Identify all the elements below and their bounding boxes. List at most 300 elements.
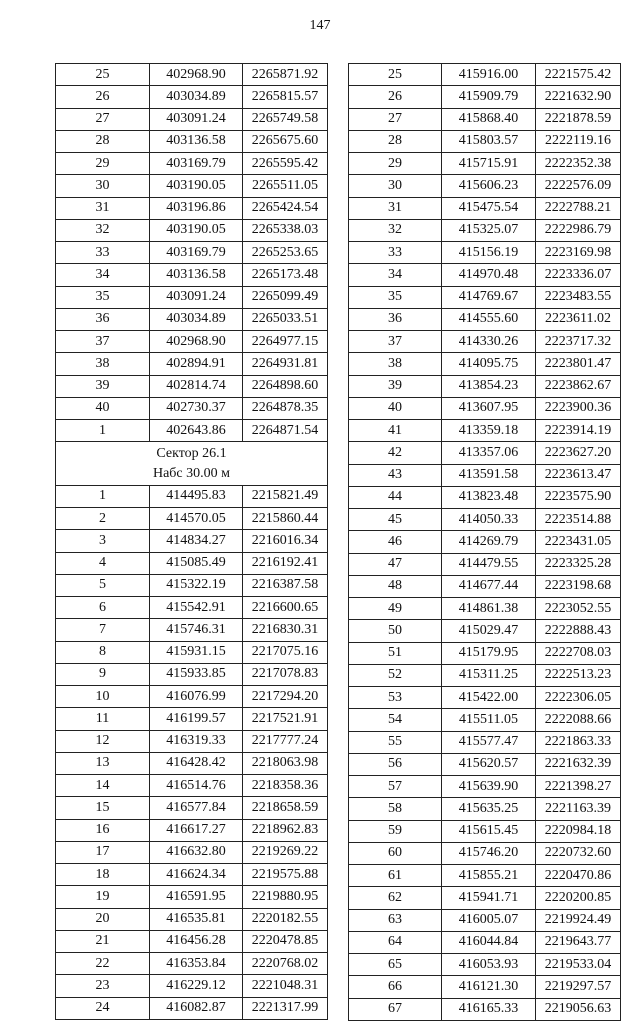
- y-coordinate-cell: 2223900.36: [536, 397, 621, 419]
- x-coordinate-cell: 414769.67: [442, 286, 536, 308]
- table-row: [349, 219, 621, 241]
- point-number-cell: 41: [349, 420, 442, 442]
- table-row: [56, 530, 328, 552]
- point-number-cell: 36: [349, 308, 442, 330]
- section-header-row: [56, 442, 328, 486]
- table-row: [56, 841, 328, 863]
- y-coordinate-cell: 2265338.03: [243, 219, 328, 241]
- point-number-cell: 19: [56, 886, 150, 908]
- y-coordinate-cell: 2223862.67: [536, 375, 621, 397]
- table-row: [56, 975, 328, 997]
- point-number-cell: 15: [56, 797, 150, 819]
- point-number-cell: 32: [349, 219, 442, 241]
- x-coordinate-cell: 415746.20: [442, 842, 536, 864]
- table-row: [56, 686, 328, 708]
- table-row: [56, 552, 328, 574]
- x-coordinate-cell: 414330.26: [442, 331, 536, 353]
- point-number-cell: 31: [349, 197, 442, 219]
- point-number-cell: 63: [349, 909, 442, 931]
- point-number-cell: 57: [349, 776, 442, 798]
- x-coordinate-cell: 416428.42: [150, 752, 243, 774]
- y-coordinate-cell: 2219269.22: [243, 841, 328, 863]
- x-coordinate-cell: 416353.84: [150, 953, 243, 975]
- y-coordinate-cell: 2217294.20: [243, 686, 328, 708]
- point-number-cell: 12: [56, 730, 150, 752]
- table-row: [56, 264, 328, 286]
- point-number-cell: 11: [56, 708, 150, 730]
- x-coordinate-cell: 414970.48: [442, 264, 536, 286]
- y-coordinate-cell: 2218063.98: [243, 752, 328, 774]
- y-coordinate-cell: 2221575.42: [536, 64, 621, 86]
- y-coordinate-cell: 2223575.90: [536, 486, 621, 508]
- point-number-cell: 40: [56, 397, 150, 419]
- x-coordinate-cell: 415933.85: [150, 663, 243, 685]
- y-coordinate-cell: 2265033.51: [243, 308, 328, 330]
- point-number-cell: 5: [56, 574, 150, 596]
- point-number-cell: 49: [349, 598, 442, 620]
- point-number-cell: 26: [56, 86, 150, 108]
- x-coordinate-cell: 403136.58: [150, 130, 243, 152]
- y-coordinate-cell: 2219880.95: [243, 886, 328, 908]
- y-coordinate-cell: 2216016.34: [243, 530, 328, 552]
- x-coordinate-cell: 416632.80: [150, 841, 243, 863]
- x-coordinate-cell: 415422.00: [442, 687, 536, 709]
- point-number-cell: 37: [56, 331, 150, 353]
- y-coordinate-cell: 2220478.85: [243, 930, 328, 952]
- point-number-cell: 59: [349, 820, 442, 842]
- y-coordinate-cell: 2264977.15: [243, 331, 328, 353]
- y-coordinate-cell: 2219924.49: [536, 909, 621, 931]
- x-coordinate-cell: 403136.58: [150, 264, 243, 286]
- table-row: [56, 730, 328, 752]
- table-row: [349, 486, 621, 508]
- x-coordinate-cell: 416005.07: [442, 909, 536, 931]
- x-coordinate-cell: 414555.60: [442, 308, 536, 330]
- table-row: [56, 641, 328, 663]
- point-number-cell: 39: [56, 375, 150, 397]
- x-coordinate-cell: 403190.05: [150, 219, 243, 241]
- point-number-cell: 39: [349, 375, 442, 397]
- table-row: [56, 153, 328, 175]
- x-coordinate-cell: 415029.47: [442, 620, 536, 642]
- table-row: [56, 930, 328, 952]
- point-number-cell: 28: [349, 130, 442, 152]
- point-number-cell: 38: [349, 353, 442, 375]
- x-coordinate-cell: 403034.89: [150, 86, 243, 108]
- x-coordinate-cell: 416082.87: [150, 997, 243, 1019]
- y-coordinate-cell: 2264931.81: [243, 353, 328, 375]
- x-coordinate-cell: 415909.79: [442, 86, 536, 108]
- point-number-cell: 46: [349, 531, 442, 553]
- point-number-cell: 52: [349, 664, 442, 686]
- table-row: [349, 820, 621, 842]
- table-row: [349, 865, 621, 887]
- table-row: [56, 708, 328, 730]
- x-coordinate-cell: 416514.76: [150, 775, 243, 797]
- x-coordinate-cell: 415639.90: [442, 776, 536, 798]
- table-row: [56, 420, 328, 442]
- y-coordinate-cell: 2219056.63: [536, 998, 621, 1020]
- x-coordinate-cell: 415635.25: [442, 798, 536, 820]
- x-coordinate-cell: 415855.21: [442, 865, 536, 887]
- y-coordinate-cell: 2265099.49: [243, 286, 328, 308]
- x-coordinate-cell: 402730.37: [150, 397, 243, 419]
- point-number-cell: 45: [349, 509, 442, 531]
- x-coordinate-cell: 416624.34: [150, 864, 243, 886]
- y-coordinate-cell: 2220768.02: [243, 953, 328, 975]
- y-coordinate-cell: 2223431.05: [536, 531, 621, 553]
- y-coordinate-cell: 2222888.43: [536, 620, 621, 642]
- point-number-cell: 65: [349, 954, 442, 976]
- table-row: [349, 709, 621, 731]
- table-row: [349, 108, 621, 130]
- table-row: [349, 130, 621, 152]
- x-coordinate-cell: 402968.90: [150, 64, 243, 86]
- y-coordinate-cell: 2219643.77: [536, 931, 621, 953]
- section-title: Сектор 26.1: [156, 445, 227, 461]
- table-row: [349, 575, 621, 597]
- x-coordinate-cell: 415868.40: [442, 108, 536, 130]
- table-row: [349, 664, 621, 686]
- y-coordinate-cell: 2265871.92: [243, 64, 328, 86]
- table-row: [349, 442, 621, 464]
- table-row: [56, 375, 328, 397]
- y-coordinate-cell: 2221048.31: [243, 975, 328, 997]
- x-coordinate-cell: 415931.15: [150, 641, 243, 663]
- x-coordinate-cell: 416199.57: [150, 708, 243, 730]
- x-coordinate-cell: 403196.86: [150, 197, 243, 219]
- coordinates-table-right: [348, 63, 621, 1021]
- point-number-cell: 27: [56, 108, 150, 130]
- point-number-cell: 23: [56, 975, 150, 997]
- point-number-cell: 29: [56, 153, 150, 175]
- x-coordinate-cell: 416591.95: [150, 886, 243, 908]
- point-number-cell: 37: [349, 331, 442, 353]
- y-coordinate-cell: 2222513.23: [536, 664, 621, 686]
- x-coordinate-cell: 414050.33: [442, 509, 536, 531]
- y-coordinate-cell: 2218962.83: [243, 819, 328, 841]
- x-coordinate-cell: 413823.48: [442, 486, 536, 508]
- point-number-cell: 26: [349, 86, 442, 108]
- table-row: [349, 842, 621, 864]
- x-coordinate-cell: 416076.99: [150, 686, 243, 708]
- y-coordinate-cell: 2220984.18: [536, 820, 621, 842]
- table-row: [56, 286, 328, 308]
- point-number-cell: 33: [56, 242, 150, 264]
- y-coordinate-cell: 2222576.09: [536, 175, 621, 197]
- y-coordinate-cell: 2223325.28: [536, 553, 621, 575]
- point-number-cell: 35: [56, 286, 150, 308]
- y-coordinate-cell: 2219297.57: [536, 976, 621, 998]
- page-number: 147: [309, 18, 331, 33]
- x-coordinate-cell: 414269.79: [442, 531, 536, 553]
- point-number-cell: 7: [56, 619, 150, 641]
- table-row: [349, 175, 621, 197]
- table-row: [56, 574, 328, 596]
- x-coordinate-cell: 415542.91: [150, 597, 243, 619]
- point-number-cell: 4: [56, 552, 150, 574]
- y-coordinate-cell: 2216830.31: [243, 619, 328, 641]
- point-number-cell: 28: [56, 130, 150, 152]
- point-number-cell: 30: [349, 175, 442, 197]
- y-coordinate-cell: 2215821.49: [243, 485, 328, 507]
- x-coordinate-cell: 414479.55: [442, 553, 536, 575]
- point-number-cell: 25: [349, 64, 442, 86]
- table-row: [349, 264, 621, 286]
- table-row: [349, 776, 621, 798]
- y-coordinate-cell: 2221163.39: [536, 798, 621, 820]
- section-subtitle: Набс 30.00 м: [152, 465, 231, 481]
- table-row: [56, 130, 328, 152]
- y-coordinate-cell: 2223627.20: [536, 442, 621, 464]
- y-coordinate-cell: 2223483.55: [536, 286, 621, 308]
- y-coordinate-cell: 2217521.91: [243, 708, 328, 730]
- y-coordinate-cell: 2223336.07: [536, 264, 621, 286]
- y-coordinate-cell: 2215860.44: [243, 508, 328, 530]
- point-number-cell: 9: [56, 663, 150, 685]
- x-coordinate-cell: 414495.83: [150, 485, 243, 507]
- point-number-cell: 61: [349, 865, 442, 887]
- point-number-cell: 1: [56, 485, 150, 507]
- y-coordinate-cell: 2217078.83: [243, 663, 328, 685]
- y-coordinate-cell: 2222306.05: [536, 687, 621, 709]
- y-coordinate-cell: 2221632.39: [536, 753, 621, 775]
- y-coordinate-cell: 2222708.03: [536, 642, 621, 664]
- table-row: [349, 153, 621, 175]
- x-coordinate-cell: 415179.95: [442, 642, 536, 664]
- x-coordinate-cell: 402643.86: [150, 420, 243, 442]
- point-number-cell: 44: [349, 486, 442, 508]
- point-number-cell: 54: [349, 709, 442, 731]
- x-coordinate-cell: 403034.89: [150, 308, 243, 330]
- table-row: [349, 308, 621, 330]
- x-coordinate-cell: 403091.24: [150, 108, 243, 130]
- table-row: [56, 797, 328, 819]
- x-coordinate-cell: 416456.28: [150, 930, 243, 952]
- x-coordinate-cell: 414677.44: [442, 575, 536, 597]
- y-coordinate-cell: 2222119.16: [536, 130, 621, 152]
- x-coordinate-cell: 415746.31: [150, 619, 243, 641]
- point-number-cell: 64: [349, 931, 442, 953]
- table-row: [56, 953, 328, 975]
- table-row: [349, 553, 621, 575]
- y-coordinate-cell: 2222788.21: [536, 197, 621, 219]
- point-number-cell: 10: [56, 686, 150, 708]
- x-coordinate-cell: 415620.57: [442, 753, 536, 775]
- x-coordinate-cell: 415803.57: [442, 130, 536, 152]
- table-row: [56, 308, 328, 330]
- y-coordinate-cell: 2265253.65: [243, 242, 328, 264]
- y-coordinate-cell: 2265511.05: [243, 175, 328, 197]
- table-row: [349, 798, 621, 820]
- y-coordinate-cell: 2265424.54: [243, 197, 328, 219]
- x-coordinate-cell: 402814.74: [150, 375, 243, 397]
- table-row: [349, 420, 621, 442]
- table-row: [349, 375, 621, 397]
- x-coordinate-cell: 415311.25: [442, 664, 536, 686]
- x-coordinate-cell: 415322.19: [150, 574, 243, 596]
- x-coordinate-cell: 413854.23: [442, 375, 536, 397]
- y-coordinate-cell: 2221317.99: [243, 997, 328, 1019]
- y-coordinate-cell: 2222088.66: [536, 709, 621, 731]
- x-coordinate-cell: 413357.06: [442, 442, 536, 464]
- table-row: [56, 353, 328, 375]
- x-coordinate-cell: 414095.75: [442, 353, 536, 375]
- y-coordinate-cell: 2221398.27: [536, 776, 621, 798]
- table-row: [349, 753, 621, 775]
- point-number-cell: 30: [56, 175, 150, 197]
- x-coordinate-cell: 415615.45: [442, 820, 536, 842]
- table-row: [56, 397, 328, 419]
- point-number-cell: 21: [56, 930, 150, 952]
- point-number-cell: 34: [56, 264, 150, 286]
- table-row: [349, 887, 621, 909]
- y-coordinate-cell: 2216600.65: [243, 597, 328, 619]
- x-coordinate-cell: 403091.24: [150, 286, 243, 308]
- table-row: [56, 663, 328, 685]
- x-coordinate-cell: 402968.90: [150, 331, 243, 353]
- table-row: [349, 397, 621, 419]
- point-number-cell: 16: [56, 819, 150, 841]
- y-coordinate-cell: 2216387.58: [243, 574, 328, 596]
- table-row: [349, 642, 621, 664]
- table-row: [56, 619, 328, 641]
- y-coordinate-cell: 2223052.55: [536, 598, 621, 620]
- y-coordinate-cell: 2223717.32: [536, 331, 621, 353]
- y-coordinate-cell: 2219575.88: [243, 864, 328, 886]
- y-coordinate-cell: 2220200.85: [536, 887, 621, 909]
- x-coordinate-cell: 415916.00: [442, 64, 536, 86]
- table-row: [349, 976, 621, 998]
- y-coordinate-cell: 2220732.60: [536, 842, 621, 864]
- table-row: [56, 864, 328, 886]
- x-coordinate-cell: 416229.12: [150, 975, 243, 997]
- x-coordinate-cell: 415577.47: [442, 731, 536, 753]
- point-number-cell: 56: [349, 753, 442, 775]
- point-number-cell: 22: [56, 953, 150, 975]
- table-row: [56, 219, 328, 241]
- y-coordinate-cell: 2265173.48: [243, 264, 328, 286]
- point-number-cell: 24: [56, 997, 150, 1019]
- y-coordinate-cell: 2217075.16: [243, 641, 328, 663]
- x-coordinate-cell: 414570.05: [150, 508, 243, 530]
- x-coordinate-cell: 415941.71: [442, 887, 536, 909]
- y-coordinate-cell: 2264898.60: [243, 375, 328, 397]
- table-row: [349, 242, 621, 264]
- x-coordinate-cell: 403169.79: [150, 242, 243, 264]
- y-coordinate-cell: 2220470.86: [536, 865, 621, 887]
- x-coordinate-cell: 415511.05: [442, 709, 536, 731]
- point-number-cell: 42: [349, 442, 442, 464]
- table-row: [56, 242, 328, 264]
- table-row: [56, 175, 328, 197]
- x-coordinate-cell: 415156.19: [442, 242, 536, 264]
- point-number-cell: 8: [56, 641, 150, 663]
- table-row: [349, 598, 621, 620]
- x-coordinate-cell: 402894.91: [150, 353, 243, 375]
- y-coordinate-cell: 2223801.47: [536, 353, 621, 375]
- x-coordinate-cell: 413359.18: [442, 420, 536, 442]
- table-row: [56, 197, 328, 219]
- point-number-cell: 51: [349, 642, 442, 664]
- table-row: [56, 485, 328, 507]
- y-coordinate-cell: 2265749.58: [243, 108, 328, 130]
- coordinates-table-left: [55, 63, 328, 1020]
- y-coordinate-cell: 2223169.98: [536, 242, 621, 264]
- y-coordinate-cell: 2217777.24: [243, 730, 328, 752]
- y-coordinate-cell: 2218358.36: [243, 775, 328, 797]
- y-coordinate-cell: 2222352.38: [536, 153, 621, 175]
- y-coordinate-cell: 2223914.19: [536, 420, 621, 442]
- x-coordinate-cell: 415085.49: [150, 552, 243, 574]
- point-number-cell: 38: [56, 353, 150, 375]
- point-number-cell: 47: [349, 553, 442, 575]
- x-coordinate-cell: 415325.07: [442, 219, 536, 241]
- table-row: [349, 464, 621, 486]
- x-coordinate-cell: 416165.33: [442, 998, 536, 1020]
- x-coordinate-cell: 414834.27: [150, 530, 243, 552]
- table-row: [56, 597, 328, 619]
- x-coordinate-cell: 403190.05: [150, 175, 243, 197]
- y-coordinate-cell: 2264871.54: [243, 420, 328, 442]
- point-number-cell: 13: [56, 752, 150, 774]
- table-row: [56, 752, 328, 774]
- table-row: [349, 531, 621, 553]
- x-coordinate-cell: 416319.33: [150, 730, 243, 752]
- table-row: [349, 998, 621, 1020]
- table-row: [349, 286, 621, 308]
- table-row: [349, 931, 621, 953]
- y-coordinate-cell: 2221878.59: [536, 108, 621, 130]
- x-coordinate-cell: 416053.93: [442, 954, 536, 976]
- x-coordinate-cell: 415715.91: [442, 153, 536, 175]
- table-row: [56, 819, 328, 841]
- x-coordinate-cell: 413607.95: [442, 397, 536, 419]
- point-number-cell: 27: [349, 108, 442, 130]
- y-coordinate-cell: 2218658.59: [243, 797, 328, 819]
- y-coordinate-cell: 2221863.33: [536, 731, 621, 753]
- table-row: [56, 775, 328, 797]
- point-number-cell: 60: [349, 842, 442, 864]
- table-row: [349, 64, 621, 86]
- point-number-cell: 25: [56, 64, 150, 86]
- table-row: [56, 64, 328, 86]
- x-coordinate-cell: 415606.23: [442, 175, 536, 197]
- point-number-cell: 6: [56, 597, 150, 619]
- table-row: [349, 954, 621, 976]
- y-coordinate-cell: 2223613.47: [536, 464, 621, 486]
- point-number-cell: 43: [349, 464, 442, 486]
- table-row: [349, 731, 621, 753]
- point-number-cell: 14: [56, 775, 150, 797]
- x-coordinate-cell: 416121.30: [442, 976, 536, 998]
- point-number-cell: 18: [56, 864, 150, 886]
- point-number-cell: 17: [56, 841, 150, 863]
- table-row: [349, 687, 621, 709]
- table-row: [349, 353, 621, 375]
- point-number-cell: 58: [349, 798, 442, 820]
- y-coordinate-cell: 2265595.42: [243, 153, 328, 175]
- x-coordinate-cell: 416044.84: [442, 931, 536, 953]
- y-coordinate-cell: 2223514.88: [536, 509, 621, 531]
- y-coordinate-cell: 2223198.68: [536, 575, 621, 597]
- table-row: [349, 331, 621, 353]
- x-coordinate-cell: 403169.79: [150, 153, 243, 175]
- point-number-cell: 2: [56, 508, 150, 530]
- table-row: [349, 620, 621, 642]
- y-coordinate-cell: 2264878.35: [243, 397, 328, 419]
- point-number-cell: 20: [56, 908, 150, 930]
